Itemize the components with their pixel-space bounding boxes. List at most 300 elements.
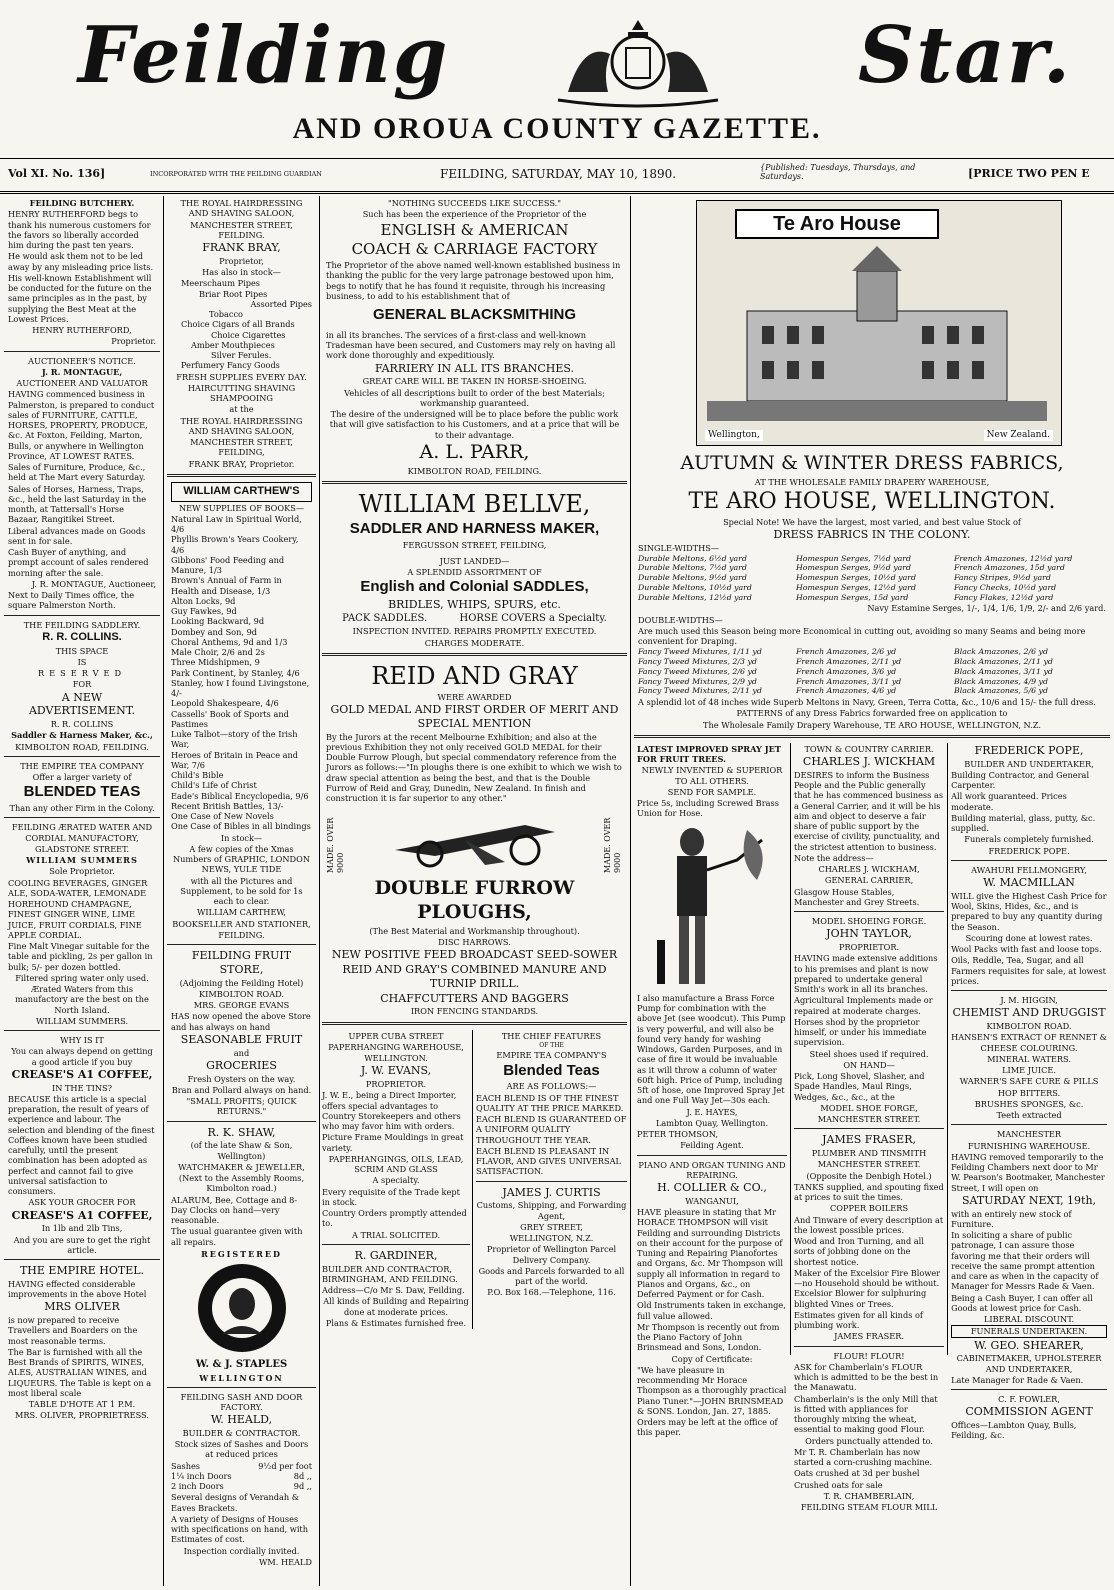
ad-body: WERE AWARDED <box>437 691 512 702</box>
emblem-city: WELLINGTON <box>199 1372 284 1383</box>
ad-name: H. COLLIER & CO., <box>657 1181 767 1195</box>
ad-right-column <box>948 743 1110 1441</box>
ad-body: NEW SUPPLIES OF BOOKS— <box>178 502 305 513</box>
ad-body: Fresh Oysters on the way. <box>187 1073 296 1084</box>
ad-body: I also manufacture a Brass Force Pump for combination with the above Jet (see woodcut). This Pump is very powerful, and will also be found very handy for washing Windows, Garden Purposes, and in case of fire it would be invaluable as it will throw a column of water 60ft high. Price of Pump, including 5ft of hose, one Improved Spray Jet and one Full Way Jet—30s each. <box>637 992 786 1106</box>
ad-body: with all the Pictures and Supplement, to be sold for 1s each to clear. <box>180 875 303 906</box>
ad-heading: FEILDING SASH AND DOOR FACTORY. <box>180 1391 303 1412</box>
ad-body: DISC HARROWS. <box>438 937 511 947</box>
ad-carrier-column <box>791 743 948 1513</box>
ad-name: TE ARO HOUSE, WELLINGTON. <box>688 489 1056 514</box>
ad-body: BRUSHES SPONGES, &c. <box>974 1098 1084 1109</box>
ad-body: HAVING removed temporarily to the Feilding Chambers next door to Mr W. Pearson's Bootmaker, Manchester Street, I will open on <box>951 1151 1105 1193</box>
ad-body: INSPECTION INVITED. REPAIRS PROMPTLY EXECUTED. <box>352 626 597 637</box>
ad-body: HAVING commenced business in Palmerston, is prepared to conduct sales of FURNITURE, CATTLE, HORSES, PROPERTY, PRODUCE, &c. At Foxton, Feilding, Marton, Bulls, or anywhere in Wellington Province, AT LOWEST RATES. <box>8 389 155 461</box>
table-cell: French Amazones, 3/6 yd <box>796 666 897 676</box>
ad-body: Agricultural Implements made or repaired at moderate charges. <box>794 995 933 1016</box>
table-cell: French Amazones, 3/11 yd <box>796 676 902 686</box>
ad-name: MRS. GEORGE EVANS <box>193 1000 290 1010</box>
list-item: Choice Cigarettes <box>211 329 286 340</box>
ad-signature: T. R. CHAMBERLAIN, <box>823 1490 915 1501</box>
ad-shaw-watchmaker <box>171 1126 312 1247</box>
ad-body: COPPER BOILERS <box>830 1203 909 1214</box>
single-width-table <box>638 554 1106 603</box>
ad-body: The Wholesale Family Drapery Warehouse, TE ARO HOUSE, WELLINGTON, N.Z. <box>703 719 1041 730</box>
price-value: 9d ,, <box>293 1481 312 1491</box>
ad-body: Mr Thompson is recently out from the Piano Factory of John Brinsmead and Sons, London. <box>637 1321 780 1353</box>
ad-body: SEND FOR SAMPLE. <box>667 786 757 797</box>
ad-title: PROPRIETOR. <box>365 1079 427 1089</box>
ad-address: MANCHESTER STREET. <box>817 1159 921 1170</box>
ad-heading: WHY IS IT <box>60 1035 104 1045</box>
ad-body: WILL give the Highest Cash Price for Wool, Skins, Hides, &c., and is prepared to buy any quantity during the Season. <box>951 890 1107 932</box>
ad-address: MANCHESTER STREET, FEILDING. <box>190 219 293 240</box>
ad-name: W. GEO. SHEARER, <box>974 1338 1084 1352</box>
emblem-name: W. & J. STAPLES <box>195 1359 288 1370</box>
ad-body: Wood and Iron Turning, and all sorts of jobbing done on the shortest notice. <box>794 1236 924 1267</box>
list-item: Guy Fawkes, 9d <box>171 606 237 616</box>
ad-name: JOHN TAYLOR, <box>826 927 912 941</box>
price-row <box>171 1471 312 1481</box>
ad-address: GREY STREET, <box>520 1221 583 1232</box>
ad-title: PROPRIETOR. <box>838 942 900 953</box>
ad-signature: FREDERICK POPE. <box>988 845 1070 856</box>
ad-body: Scouring done at lowest rates. <box>965 932 1093 943</box>
royal-crest-icon <box>548 12 728 112</box>
ad-name: W. HEALD, <box>210 1413 273 1426</box>
ad-address: Offices—Lambton Quay, Bulls, Feilding, &c. <box>951 1420 1077 1441</box>
ad-body: Crushed oats for sale <box>794 1479 883 1490</box>
ad-address: (Opposite the Denbigh Hotel.) <box>806 1170 932 1181</box>
ad-name: R. R. COLLINS <box>50 719 114 729</box>
list-item: One Case of New Novels <box>171 811 274 821</box>
ad-body: Teeth extracted <box>996 1110 1062 1121</box>
column-1 <box>4 196 160 1586</box>
ad-body: Filtered spring water only used. <box>15 972 149 983</box>
ad-body: Wool Packs with fast and loose tops. <box>951 944 1102 955</box>
ad-body: and <box>233 1047 250 1058</box>
ad-body: Pick, Long Shovel, Slasher, and Spade Handles, Maul Rings, Wedges, &c., &c., at the <box>794 1071 925 1102</box>
ad-title: PLUMBER AND TINSMITH <box>811 1148 927 1159</box>
ad-body: (Adjoining the Feilding Hotel) <box>179 977 304 988</box>
ad-signature: BOOKSELLER AND STATIONER, <box>172 918 311 929</box>
ad-body: CHAFFCUTTERS AND BAGGERS <box>380 991 569 1005</box>
table-cell: French Amazones, 15d yard <box>954 563 1065 573</box>
price: [PRICE TWO PEN E <box>968 167 1090 180</box>
ad-body: You can always depend on getting a good article if you buy <box>11 1046 153 1067</box>
ad-signature: FRANK BRAY, Proprietor. <box>188 458 295 469</box>
ad-body: HORSE COVERS a Specialty. <box>459 612 607 624</box>
ad-name: J. M. HIGGIN, <box>1000 995 1058 1006</box>
column-2 <box>167 196 316 1586</box>
ad-body: Sales of Furniture, Produce, &c., held at The Mart every Saturday. <box>8 462 146 483</box>
ad-body: Maker of the Excelsior Fire Blower—no Household should be without. Excelsior Blower for sulphuring blighted Vines or Trees. <box>794 1267 941 1309</box>
staples-emblem-icon <box>187 1260 297 1356</box>
ad-body: HAVING effected considerable improvements in the above Hotel <box>8 1278 147 1299</box>
ad-feilding-butchery <box>8 198 156 347</box>
ad-heading: AUTUMN & WINTER DRESS FABRICS, <box>680 452 1064 474</box>
ad-body: FUNERALS UNDERTAKEN. <box>951 1325 1107 1337</box>
ad-body: HAS now opened the above Store and has always on hand <box>171 1011 311 1032</box>
ad-body: Goods and Parcels forwarded to all part of the world. <box>478 1265 625 1286</box>
ad-body: Fine Malt Vinegar suitable for the table and pickling, 2s per gallon in bulk; 5/- per dozen bottled. <box>8 941 153 972</box>
ad-coach-factory <box>326 198 623 476</box>
ad-body: A NEW ADVERTISEMENT. <box>28 690 135 718</box>
ad-signature: JAMES FRASER. <box>834 1331 904 1342</box>
ad-title: BUILDER AND CONTRACTOR, BIRMINGHAM, AND FEILDING. <box>322 1263 458 1284</box>
ad-body: Cash Buyer of anything, and prompt account of sales rendered morning after the sale. <box>8 547 149 578</box>
ad-body: And Tinware of every description at the lowest possible prices. <box>794 1214 944 1235</box>
ad-body: His well-known Establishment will be conducted for the future on the same principles as in the past, by supplying the Best Meat at the Lowest Prices. <box>8 272 152 324</box>
ad-body: Several designs of Verandah & Eaves Brackets. <box>171 1492 300 1513</box>
ad-body: NEW POSITIVE FEED BROADCAST SEED-SOWER <box>331 948 618 962</box>
table-cell: French Amazones, 12½d yard <box>954 553 1073 563</box>
table-cell: Black Amazones, 4/9 yd <box>954 676 1048 686</box>
ad-body: Plans & Estimates furnished free. <box>325 1317 467 1328</box>
ad-body: FOR <box>72 679 92 690</box>
table-cell: Fancy Checks, 10½d yard <box>954 582 1057 592</box>
table-cell: French Amazones, 2/11 yd <box>796 657 902 667</box>
ad-body: IN THE TINS? <box>51 1082 113 1093</box>
stock-list <box>171 278 312 370</box>
price-value: 9½d per foot <box>258 1460 312 1471</box>
ad-heading: THE FEILDING SADDLERY. <box>23 619 141 630</box>
ad-heading: FURNISHING WAREHOUSE. <box>967 1140 1091 1151</box>
ad-feilding-saddlery <box>8 620 156 752</box>
list-item: Perfumery Fancy Goods <box>181 360 280 371</box>
ad-body: Estimates given for all kinds of plumbing work. <box>794 1309 923 1331</box>
ad-body: Bran and Pollard always on hand. <box>171 1084 312 1095</box>
table-cell: Durable Meltons, 12½d yard <box>638 592 752 602</box>
ad-title: WATCHMAKER & JEWELLER, <box>178 1161 305 1172</box>
ad-body: ARE AS FOLLOWS:— <box>506 1081 597 1092</box>
ad-body: The Proprietor of the above named well-known established business in thanking the public for the very large patronage bestowed upon him, begs to notify that he has found it requisite, through his increasing business, to add to his establishment that of <box>326 260 621 301</box>
ad-title: COMMISSION AGENT <box>965 1405 1093 1419</box>
ad-body: HANSEN'S EXTRACT OF RENNET & CHEESE COLOURING. <box>951 1032 1107 1053</box>
ad-body: Orders may be left at the office of this paper. <box>637 1417 778 1438</box>
price-item: Sashes <box>171 1460 201 1471</box>
ad-body: And you are sure to get the right article. <box>13 1234 151 1255</box>
list-item: Silver Ferules. <box>211 350 272 360</box>
list-item: One Case of Bibles in all bindings <box>171 821 311 832</box>
ad-body: The desire of the undersigned will be to place before the public work that will give satisfaction to his Customers, and at a price that will be to their advantage. <box>329 409 620 440</box>
ad-body: All kinds of Building and Repairing done at moderate prices. <box>323 1296 469 1317</box>
table-cell: Durable Meltons, 9½d yard <box>638 573 747 583</box>
ad-heading: MODEL SHOEING FORGE. <box>811 916 927 927</box>
ad-dress-fabrics <box>638 452 1106 730</box>
ad-address: (Next to the Assembly Rooms, Kimbolton road.) <box>178 1173 305 1194</box>
list-item: Leopold Shakespeare, 4/6 <box>171 698 279 709</box>
ad-name: PETER THOMSON, <box>637 1129 718 1140</box>
masthead-title-left: Feilding <box>78 10 450 101</box>
list-item: Amber Mouthpieces <box>191 339 275 350</box>
ad-body: (of the late Shaw & Son, Wellington) <box>190 1140 293 1161</box>
column-rule <box>163 196 164 1586</box>
ad-name: CREASE'S A1 COFFEE, <box>11 1067 153 1081</box>
ad-name: ENGLISH & AMERICAN <box>380 220 569 239</box>
price-row <box>171 1481 312 1491</box>
ad-signature: WM. HEALD <box>258 1556 312 1567</box>
volume-number: Vol XI. No. 136] <box>8 167 106 180</box>
ad-body: HAVE pleasure in stating that Mr HORACE THOMPSON will visit Feilding and surrounding Districts on their account for the purpose of Tuning and Repairing Pianofortes and Organs, &c. Mr Thompson will supply all information in regard to Pianos and Organs, &c., on Deferred Payment or for Cash. <box>637 1207 783 1300</box>
ad-address: WELLINGTON, N.Z. <box>509 1233 594 1243</box>
ad-heading: UPPER CUBA STREET <box>348 1030 444 1041</box>
price-value: 8d ,, <box>293 1470 312 1481</box>
ad-body: THIS SPACE <box>55 645 109 656</box>
list-item: Child's Bible <box>171 770 224 780</box>
ad-name: FREDERICK POPE, <box>974 743 1084 757</box>
ad-body: Funerals completely furnished. <box>964 834 1094 845</box>
ad-title: CHEMIST AND DRUGGIST <box>952 1006 1106 1020</box>
ad-body: HOP BITTERS. <box>997 1087 1061 1098</box>
ad-body: Price 5s, including Screwed Brass Union for Hose. <box>637 798 779 819</box>
issue-date: FEILDING, SATURDAY, MAY 10, 1890. <box>440 167 677 181</box>
ad-title: CABINETMAKER, UPHOLSTERER AND UNDERTAKER, <box>956 1353 1102 1374</box>
ad-signature: WILLIAM CARTHEW, <box>196 907 287 918</box>
ad-address: GLADSTONE STREET. <box>34 843 130 854</box>
table-cell: Black Amazones, 3/11 yd <box>954 666 1053 676</box>
ad-subheading: SINGLE-WIDTHS— <box>638 542 720 553</box>
ad-body: By the Jurors at the recent Melbourne Exhibition; and also at the previous Exhibition they not only received GOLD MEDAL for their Double Furrow Plough, but special commendatory reference from the Jurors as follows:—"In ploughs there is one exhibit to which we wish to draw special attention as being the best, and that is the Double Furrow of Reid and Gray, Dunedin, New Zealand. In finish and construction it is far superior to any other." <box>326 731 622 803</box>
table-cell: Durable Meltons, 6½d yard <box>638 553 747 563</box>
ad-body: WARNER'S SAFE CURE & PILLS <box>959 1076 1099 1087</box>
ad-body: EACH BLEND IS GUARANTEED OF A UNIFORM QUALITY THROUGHOUT THE YEAR. <box>476 1114 627 1145</box>
ad-heading: FEILDING ÆRATED WATER AND CORDIAL MANUFACTORY, <box>11 822 153 843</box>
ad-body: at the <box>229 404 254 415</box>
ad-body: LIBERAL DISCOUNT. <box>983 1314 1075 1325</box>
ad-body: DRESS FABRICS IN THE COLONY. <box>773 527 971 541</box>
ad-body: SATURDAY NEXT, 19th, <box>962 1193 1097 1207</box>
list-item: Park Continent, by Stanley, 4/6 <box>171 667 300 678</box>
ad-address: Glasgow House Stables, Manchester and Grey Streets. <box>794 886 920 907</box>
table-cell: Durable Meltons, 7½d yard <box>638 563 747 573</box>
ad-heading: THE EMPIRE TEA COMPANY <box>20 760 144 771</box>
ad-name: FRANK BRAY, <box>202 241 281 254</box>
ad-signature: J. E. HAYES, <box>686 1106 738 1117</box>
plough-icon <box>375 810 575 870</box>
ad-heading: FLOUR! FLOUR! <box>833 1350 905 1361</box>
ad-body: P.O. Box 168.—Telephone, 116. <box>487 1287 616 1298</box>
publication-days: {Published: Tuesdays, Thursdays, and Saturdays. <box>760 163 916 181</box>
ad-body: Every requisite of the Trade kept in stock. <box>322 1186 460 1207</box>
gardener-with-pump-icon <box>637 820 783 990</box>
ad-name: C. F. FOWLER, <box>998 1394 1060 1405</box>
ad-body: with an entirely new stock of Furniture. <box>951 1208 1072 1229</box>
building-icon <box>707 241 1047 421</box>
table-cell: Fancy Stripes, 9½d yard <box>954 573 1051 583</box>
ad-body: JUST LANDED— <box>439 555 510 566</box>
ad-body: RESERVED <box>37 668 127 678</box>
ad-body: Copy of Certificate: <box>671 1353 753 1364</box>
table-cell: Fancy Flakes, 12½d yard <box>954 592 1054 602</box>
ad-signature: CHARLES J. WICKHAM, <box>818 864 920 875</box>
ad-body: CHARGES MODERATE. <box>424 637 525 648</box>
list-item: Briar Root Pipes <box>199 288 268 299</box>
ad-body: Vehicles of all descriptions built to order of the best Materials; workmanship guaranteed. <box>344 387 605 408</box>
ad-fruit-store <box>171 949 312 1117</box>
ad-body: He would ask them not to be led away by any misleading price lists. <box>8 251 154 272</box>
list-item: Tobacco <box>209 309 243 319</box>
ad-heading: THE EMPIRE HOTEL. <box>19 1264 145 1277</box>
ad-body: Such has been the experience of the Proprietor of the <box>362 209 587 220</box>
ad-body: IS <box>77 656 87 667</box>
ad-body: Oats crushed at 3d per bushel <box>794 1468 920 1479</box>
ad-name: WILLIAM BELLVE, <box>358 489 591 518</box>
ad-body: Are much used this Season being more Economical in cutting out, avoiding so many Seams and being more convenient for Draping. <box>638 625 1086 647</box>
list-item: Recent British Battles, 13/- <box>171 800 284 811</box>
ad-body: BRIDLES, WHIPS, SPURS, etc. <box>388 598 561 611</box>
column-rule <box>319 196 320 1586</box>
ad-title: BUILDER AND UNDERTAKER, <box>964 758 1094 769</box>
ad-address: Address—C/o Mr S. Daw, Feilding. <box>322 1285 465 1295</box>
ad-body: GOLD MEDAL AND FIRST ORDER OF MERIT AND SPECIAL MENTION <box>330 703 619 730</box>
ad-body: Navy Estamine Serges, 1/-, 1/4, 1/6, 1/9, 2/- and 2/6 yard. <box>867 603 1106 614</box>
list-item: Male Choir, 2/6 and 2s <box>171 647 265 657</box>
ad-crease-coffee <box>8 1035 156 1255</box>
ad-body: Horses shod by the proprietor himself, or under his immediate supervision. <box>794 1016 927 1048</box>
ad-body: Building material, glass, putty, &c. supplied. <box>951 812 1096 834</box>
ad-body: A TRIAL SOLICITED. <box>351 1229 441 1240</box>
price-item: 1¼ inch Doors <box>171 1470 232 1481</box>
ad-body: BECAUSE this article is a special preparation, the result of years of experience and labour. The selection and blending of the finest Coffees known have been studied carefully, until the present combination has been adopted as perfect and cannot fail to give universal satisfaction to consumers. <box>8 1093 155 1196</box>
list-item: Three Midshipmen, 9 <box>171 657 260 668</box>
ad-name: REID AND GRAY <box>371 661 578 690</box>
ad-body: TABLE D'HOTE AT 1 P.M. <box>28 1399 136 1409</box>
list-item: Heroes of Britain in Peace and War, 7/6 <box>171 749 299 770</box>
ad-body: Oils, Reddle, Tea, Sugar, and all Farmers requisites for sale, at lowest prices. <box>951 955 1106 986</box>
ad-address: FEILDING STEAM FLOUR MILL <box>800 1502 938 1513</box>
ad-address: KIMBOLTON ROAD, FEILDING. <box>15 741 149 752</box>
ad-body: AT THE WHOLESALE FAMILY DRAPERY WAREHOUSE, <box>754 476 990 487</box>
ad-name: R. K. SHAW, <box>207 1125 276 1139</box>
ad-reid-gray <box>326 661 623 1017</box>
ad-body: MINERAL WATERS. <box>987 1053 1071 1064</box>
list-item: Child's Life of Christ <box>171 780 257 791</box>
table-cell: Fancy Tweed Mixtures, 2/6 yd <box>638 666 757 676</box>
ad-body: Liberal advances made on Goods sent in for sale. <box>8 525 146 546</box>
ad-body: OF THE <box>539 1041 564 1049</box>
ad-body: MODEL SHOE FORGE, <box>820 1102 918 1113</box>
ad-heading: DOUBLE FURROW PLOUGHS, <box>374 877 575 923</box>
ad-title: Feilding Agent. <box>680 1140 744 1151</box>
ad-signature: WILLIAM SUMMERS. <box>36 1015 128 1026</box>
te-aro-house-illustration <box>696 200 1062 446</box>
ad-name: Blended Teas <box>503 1061 600 1079</box>
ad-body: Old Instruments taken in exchange, full value allowed. <box>637 1300 786 1321</box>
table-cell: Homespun Serges, 9½d yard <box>796 563 912 573</box>
ad-body: Next to Daily Times office, the square Palmerston North. <box>8 590 135 611</box>
ad-heading: EMPIRE TEA COMPANY'S <box>496 1050 607 1061</box>
ad-name: J. W. EVANS, <box>360 1064 432 1078</box>
ad-body: HAVING made extensive additions to his premises and plant is now prepared to undertake general Smith's work in all its branches. <box>794 953 938 995</box>
ad-address: FEILDING. <box>218 929 265 940</box>
ad-body: A splendid lot of 48 inches wide Superb Meltons in Navy, Green, Terra Cotta, &c., 10/6 and 15/- the full dress. <box>638 697 1096 708</box>
ad-empire-hotel <box>8 1264 156 1421</box>
ad-aerated-water <box>8 822 156 1026</box>
ad-title: Customs, Shipping, and Forwarding Agent, <box>476 1200 627 1221</box>
ad-name: COACH & CARRIAGE FACTORY <box>351 240 598 259</box>
ad-heading: WILLIAM CARTHEW'S <box>171 482 312 502</box>
ad-body: GREAT CARE WILL BE TAKEN IN HORSE-SHOEING. <box>362 376 587 387</box>
ad-body: A SPLENDID ASSORTMENT OF <box>407 567 542 577</box>
ad-empire-tea <box>8 761 156 814</box>
ad-body: HOREHOUND CHAMPAGNE, FINEST GINGER WINE, LIME JUICE, FRUIT CORDIALS, FINE APPLE CORDIAL. <box>8 899 142 940</box>
emblem-top-text: REGISTERED <box>201 1248 282 1259</box>
table-cell: Homespun Serges, 15d yard <box>796 592 909 602</box>
ad-body: "We have pleasure in recommending Mr Horace Thompson as a thoroughly practical Piano Tuner."—JOHN BRINSMEAD & SONS. London, Jan. 27, 1885. <box>637 1364 787 1416</box>
ad-body: ASK for Chamberlain's FLOUR which is admitted to be the best in the Manawatu. <box>794 1361 939 1393</box>
ad-address: KIMBOLTON ROAD. <box>199 988 284 999</box>
ad-body: ON HAND— <box>843 1059 895 1070</box>
illustration-caption: New Zealand. <box>984 430 1053 441</box>
ad-signature: Proprietor. <box>111 336 156 347</box>
ad-body: In soliciting a share of public patronage, I can assure those favoring me that their orders will receive the same prompt attention and care as when in the capacity of Manager for Messrs Rade & Vaen. <box>951 1230 1099 1292</box>
ad-title: Proprietor, <box>219 255 264 266</box>
ad-body: Being a Cash Buyer, I can offer all Goods at lowest price for Cash. <box>951 1292 1093 1313</box>
illustration-caption: Wellington, <box>705 430 763 441</box>
ad-body: A variety of Designs of Houses with specifications on hand, with Estimates of cost. <box>171 1513 308 1545</box>
ad-heading: PIANO AND ORGAN TUNING AND REPAIRING. <box>638 1159 786 1180</box>
ad-body: NEWLY INVENTED & SUPERIOR TO ALL OTHERS. <box>641 765 783 786</box>
saddle-row <box>326 613 623 626</box>
ad-body: Offer a larger variety of <box>32 772 132 782</box>
table-cell: Black Amazones, 2/11 yd <box>954 657 1053 667</box>
ad-title: AUCTIONEER AND VALUATOR <box>16 378 148 388</box>
double-width-table <box>638 647 1106 696</box>
ad-body: Chamberlain's is the only Mill that is fitted with appliances for thoroughly mixing the wheat, essential to making good Flour. <box>794 1393 938 1435</box>
masthead <box>0 0 1114 152</box>
ad-address: WANGANUI, <box>685 1195 739 1206</box>
ad-name: R. GARDINER, <box>354 1248 438 1262</box>
ad-body: "SMALL PROFITS; QUICK RETURNS." <box>186 1096 297 1117</box>
ad-body: HAIRCUTTING SHAVING SHAMPOOING <box>187 382 296 403</box>
ad-body: The Bar is furnished with all the Best Brands of SPIRITS, WINES, ALES, AUSTRALIAN WINES, and LIQUEURS. The Table is kept on a most liberal scale <box>8 1346 152 1398</box>
ad-body: (The Best Material and Workmanship throughout). <box>369 925 580 936</box>
ad-heading: THE CHIEF FEATURES <box>501 1030 602 1041</box>
list-item: Gibbons' Food Feeding and Manure, 1/3 <box>171 554 285 575</box>
ad-body: LIME JUICE. <box>1002 1065 1056 1076</box>
ad-body: Steel shoes used if required. <box>809 1048 929 1059</box>
ad-title: Sole Proprietor. <box>49 866 115 877</box>
ad-body: Building Contractor, and General Carpenter. <box>951 769 1090 791</box>
ad-name: JAMES J. CURTIS <box>502 1185 601 1199</box>
ad-body: Late Manager for Rade & Vaen. <box>951 1374 1084 1385</box>
ad-spray-pump <box>634 743 791 1438</box>
ad-heading: PAPERHANGING WAREHOUSE, <box>328 1041 464 1052</box>
ad-body: Orders punctually attended to. <box>805 1435 933 1446</box>
column-4 <box>634 196 1110 1586</box>
te-aro-house-sign: Te Aro House <box>735 209 939 239</box>
list-item: Assorted Pipes <box>250 298 312 309</box>
ad-name: J. R. MONTAGUE, <box>41 366 123 377</box>
ad-address: MANCHESTER STREET, FEILDING, <box>190 437 293 458</box>
ad-address: KIMBOLTON ROAD. <box>986 1021 1072 1032</box>
ad-name: WILLIAM SUMMERS <box>26 855 138 865</box>
price-row <box>171 1461 312 1471</box>
column-3 <box>322 196 627 1586</box>
book-list <box>171 514 312 832</box>
list-item: Looking Backward, 9d <box>171 616 265 627</box>
list-item: Cassells' Book of Sports and Pastimes <box>171 708 289 729</box>
list-item: Dombey and Son, 9d <box>171 626 258 637</box>
table-cell: Black Amazones, 5/6 yd <box>954 686 1048 696</box>
ad-heading: GENERAL BLACKSMITHING <box>372 306 577 323</box>
table-cell: Homespun Serges, 7½d yard <box>796 553 912 563</box>
ad-body: in all its branches. The services of a first-class and well-known Tradesman have been secured, and Customers may rely on having all work done thoroughly and expeditiously. <box>326 329 616 361</box>
ad-body: GROCERIES <box>206 1058 277 1072</box>
ad-royal-hairdressing <box>171 198 312 469</box>
ad-body: REID AND GRAY'S COMBINED MANURE AND TURNIP DRILL. <box>342 963 607 990</box>
